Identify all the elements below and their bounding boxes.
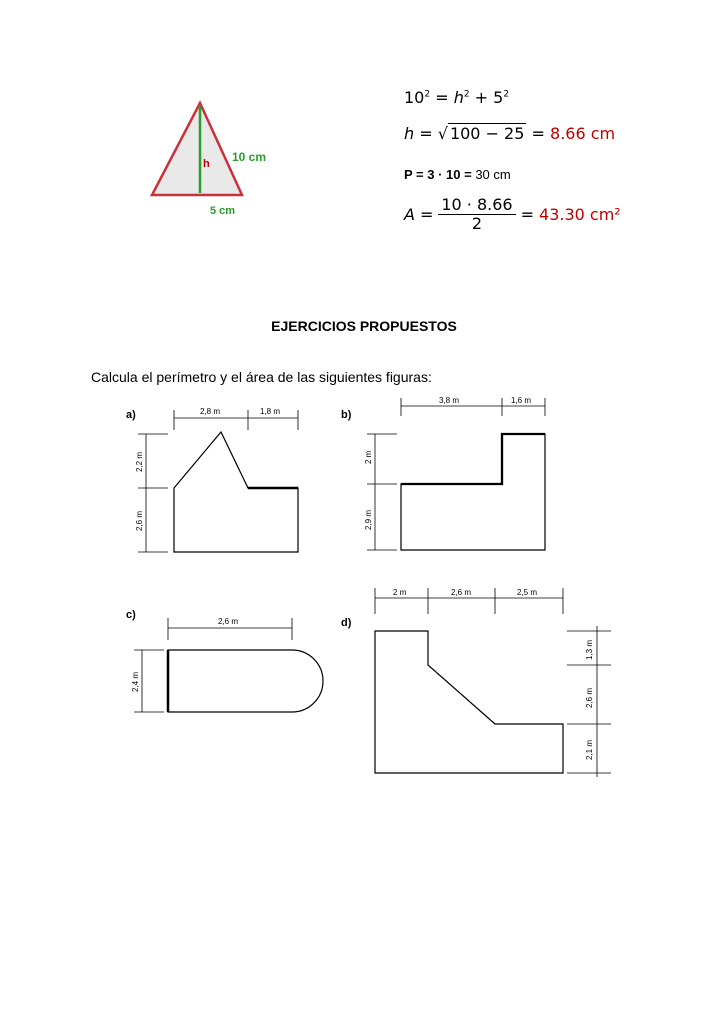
figure-d-dim-top-3: 2,5 m	[517, 588, 538, 597]
figure-a-dim-left-lower: 2,6 m	[135, 510, 144, 531]
figure-a	[120, 398, 320, 563]
formula-area: A = $\frac{10 \cdot 8.66}{2}$ = 43.30 cm²	[404, 195, 621, 233]
triangle-figure	[140, 95, 290, 225]
figure-b	[335, 390, 560, 565]
figure-c-dim-left: 2,4 m	[131, 671, 140, 692]
figure-d-dim-right-1: 1,3 m	[585, 639, 594, 660]
figure-a-label: a)	[126, 409, 136, 421]
figure-c-shape	[168, 650, 323, 712]
figure-b-dim-left-lower: 2,9 m	[364, 509, 373, 530]
triangle-h-label: h	[203, 158, 210, 170]
formula-pythagoras: $10^2 = h^2 + 5^2$	[404, 88, 510, 107]
figure-d-shape	[375, 631, 563, 773]
figure-b-dim-top-right: 1,6 m	[511, 396, 532, 405]
figure-a-dim-top-left: 2,8 m	[200, 407, 221, 416]
figure-d-dim-top-1: 2 m	[393, 588, 407, 597]
figure-a-shape	[174, 432, 298, 552]
figure-d-dim-top-2: 2,6 m	[451, 588, 472, 597]
figure-a-dim-top-right: 1,8 m	[260, 407, 281, 416]
formula-perimeter: P = 3 · 10 = 30 cm	[404, 167, 511, 182]
instruction-text: Calcula el perímetro y el área de las siguientes figuras:	[91, 369, 432, 385]
figure-c-dim-top: 2,6 m	[218, 617, 239, 626]
section-heading: EJERCICIOS PROPUESTOS	[271, 318, 457, 334]
figure-d-label: d)	[341, 617, 352, 629]
formula-height: h = √ 100 − 25 = 8.66 cm	[404, 124, 616, 143]
figure-d-dim-right-3: 2,1 m	[585, 739, 594, 760]
figure-b-label: b)	[341, 409, 352, 421]
triangle-side-label: 10 cm	[232, 150, 267, 164]
figure-a-dim-left-upper: 2,2 m	[135, 451, 144, 472]
figure-b-dim-top-left: 3,8 m	[439, 396, 460, 405]
triangle-shape	[152, 103, 242, 195]
figure-d	[335, 580, 620, 780]
triangle-base-label: 5 cm	[210, 205, 236, 217]
figure-c	[120, 598, 340, 723]
figure-b-dim-left-upper: 2 m	[364, 450, 373, 464]
figure-d-dim-right-2: 2,6 m	[585, 687, 594, 708]
figure-b-shape	[401, 434, 545, 550]
figure-c-label: c)	[126, 609, 136, 621]
